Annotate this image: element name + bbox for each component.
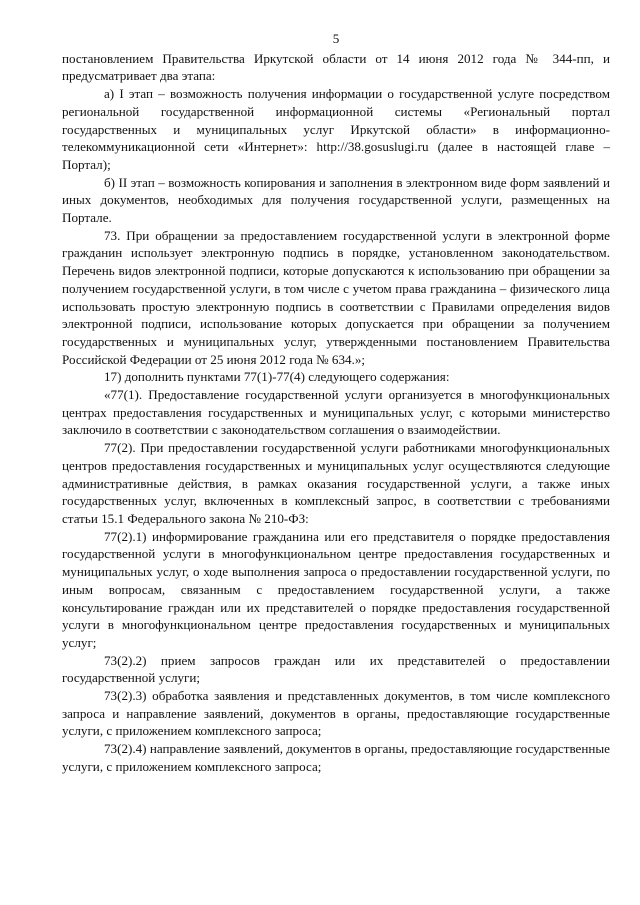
paragraph-73-2-4: 73(2).4) направление заявлений, документов в органы, предоставляющие государственные услуги, с приложением комплексного запроса; [62, 741, 610, 774]
paragraph-continuation: постановлением Правительства Иркутской области от 14 июня 2012 года № 344-пп, и предусматривает два этапа: [62, 50, 610, 84]
paragraph-73-2-3: 73(2).3) обработка заявления и представленных документов, в том числе комплексного запроса и направление заявлений, документов в органы, предоставляющие государственные услуги, с приложением комплексного запроса; [62, 688, 610, 739]
paragraph-item-73: 73. При обращении за предоставлением государственной услуги в электронной форме гражданин использует электронную подпись в порядке, установленном законодательством. Перечень видов электронной подписи, которые допускаются к использованию при обращении за получением государственной услуги, в том числе с учетом права гражданина – физического лица использовать простую электронную подпись в соответствии с Правилами определения видов электронной подписи, использование которых допускается при обращении за получением государственных и муниципальных услуг, утвержденными постановлением Правительства Российской Федерации от 25 июня 2012 года № 634.»; [62, 227, 610, 367]
paragraph-stage-a: а) I этап – возможность получения информации о государственной услуге посредством региональной государственной информационной системы «Региональный портал государственных и муниципальных услуг Иркутской области» в информационно-телекоммуникационной сети «Интернет»: http://38.gosuslugi.ru (далее в настоящей главе – Портал); [62, 86, 610, 172]
paragraph-77-2-1: 77(2).1) информирование гражданина или его представителя о порядке предоставления государственной услуги в многофункциональном центре предоставления государственных и муниципальных услуг, о ходе выполнения запроса о предоставлении государственной услуги, по иным вопросам, связанным с предоставлением государственной услуги, а также консультирование граждан или их представителей о порядке предоставления государственной услуги в многофункциональном центре предоставления государственных и муниципальных услуг; [62, 528, 610, 650]
paragraph-77-2: 77(2). При предоставлении государственной услуги работниками многофункциональных центров предоставления государственных и муниципальных услуг осуществляются следующие административные действия, в рамках оказания государственной услуги, а также иных государственных услуг, включенных в комплексный запрос, в соответствии с требованиями статьи 15.1 Федерального закона № 210-ФЗ: [62, 440, 610, 526]
paragraph-stage-b: б) II этап – возможность копирования и заполнения в электронном виде форм заявлений и иных документов, необходимых для получения государственной услуги, размещенных на Портале. [62, 174, 610, 226]
paragraph-73-2-2: 73(2).2) прием запросов граждан или их представителей о предоставлении государственной услуги; [62, 652, 610, 686]
paragraph-77-1: «77(1). Предоставление государственной услуги организуется в многофункциональных центрах предоставления государственных и муниципальных услуг, с которыми министерство заключило в соответствии с законодательством соглашения о взаимодействии. [62, 387, 610, 438]
page-number: 5 [332, 31, 340, 46]
paragraph-item-17: 17) дополнить пунктами 77(1)-77(4) следующего содержания: [104, 369, 450, 385]
